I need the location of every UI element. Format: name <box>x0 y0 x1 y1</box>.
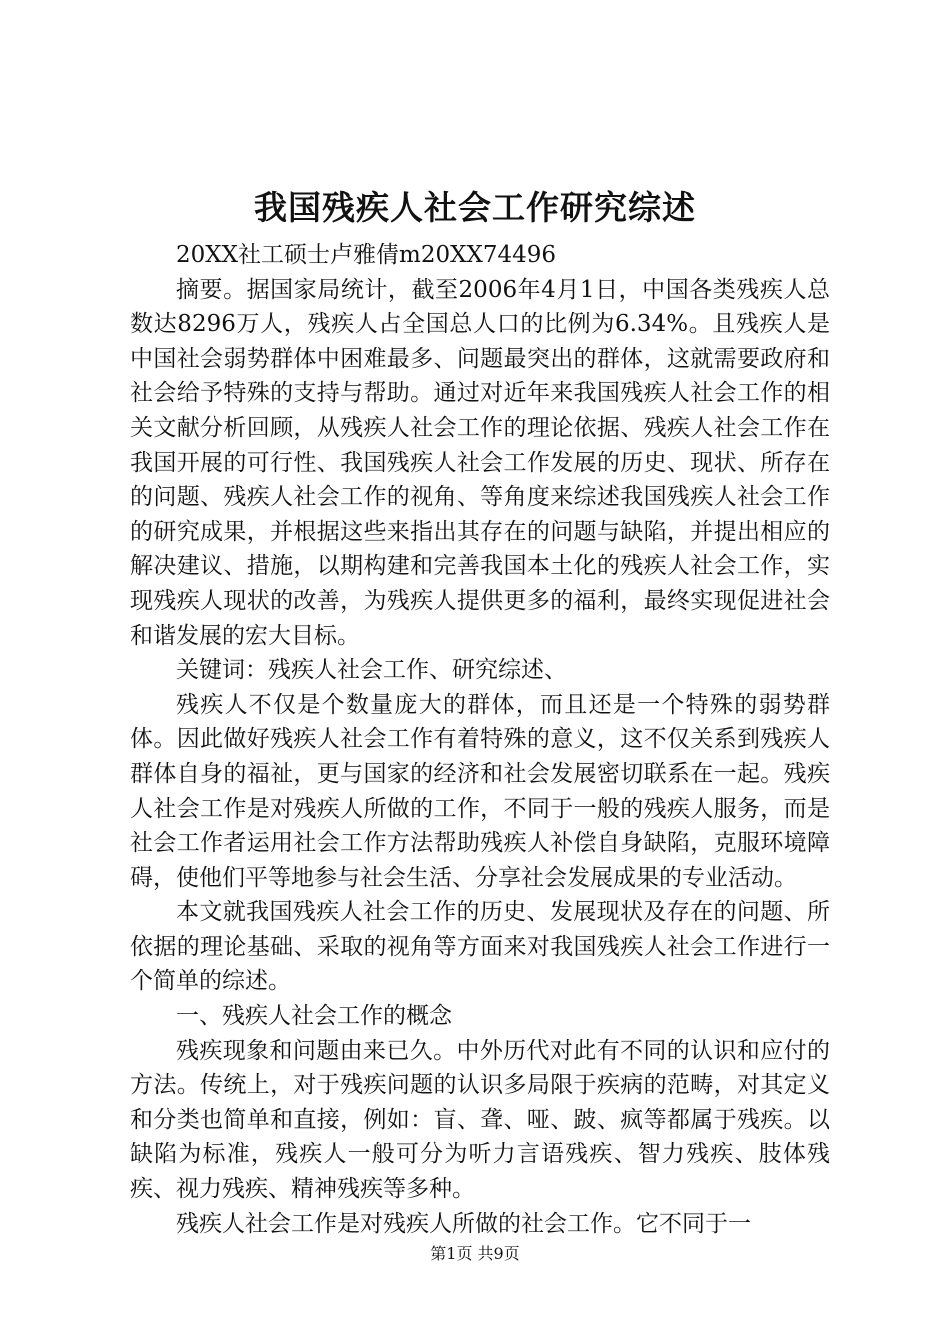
keywords-paragraph: 关键词：残疾人社会工作、研究综述、 <box>176 657 567 684</box>
scope-paragraph: 本文就我国残疾人社会工作的历史、发展现状及存在的问题、所依据的理论基础、采取的视角等方面来对我国残疾人社会工作进行一个简单的综述。 <box>130 899 830 995</box>
intro-paragraph: 残疾人不仅是个数量庞大的群体，而且还是一个特殊的弱势群体。因此做好残疾人社会工作有着特殊的意义，这不仅关系到残疾人群体自身的福祉，更与国家的经济和社会发展密切联系在一起。残疾人社会工作是对残疾人所做的工作，不同于一般的残疾人服务，而是社会工作者运用社会工作方法帮助残疾人补偿自身缺陷，克服环境障碍，使他们平等地参与社会生活、分享社会发展成果的专业活动。 <box>130 691 830 891</box>
page-footer: 第1页 共9页 <box>430 1244 520 1263</box>
concept-paragraph: 残疾现象和问题由来已久。中外历代对此有不同的认识和应付的方法。传统上，对于残疾问题的认识多局限于疾病的范畴，对其定义和分类也简单和直接，例如：盲、聋、哑、跛、疯等都属于残疾。以缺陷为标准，残疾人一般可分为听力言语残疾、智力残疾、肢体残疾、视力残疾、精神残疾等多种。 <box>130 1037 830 1203</box>
definition-paragraph: 残疾人社会工作是对残疾人所做的社会工作。它不同于一 <box>176 1210 751 1237</box>
document-title: 我国残疾人社会工作研究综述 <box>254 188 696 227</box>
author-line: 20XX社工硕士卢雅倩m20XX74496 <box>176 242 557 268</box>
abstract-paragraph: 摘要。据国家局统计，截至2006年4月1日，中国各类残疾人总数达8296万人，残疾人占全国总人口的比例为6.34%。且残疾人是中国社会弱势群体中困难最多、问题最突出的群体，这就需要政府和社会给予特殊的支持与帮助。通过对近年来我国残疾人社会工作的相关文献分析回顾，从残疾人社会工作的理论依据、残疾人社会工作在我国开展的可行性、我国残疾人社会工作发展的历史、现状、所存在的问题、残疾人社会工作的视角、等角度来综述我国残疾人社会工作的研究成果，并根据这些来指出其存在的问题与缺陷，并提出相应的解决建议、措施，以期构建和完善我国本土化的残疾人社会工作，实现残疾人现状的改善，为残疾人提供更多的福利，最终实现促进社会和谐发展的宏大目标。 <box>130 276 830 649</box>
document-body <box>130 238 830 1241</box>
section-heading: 一、残疾人社会工作的概念 <box>176 1003 452 1030</box>
